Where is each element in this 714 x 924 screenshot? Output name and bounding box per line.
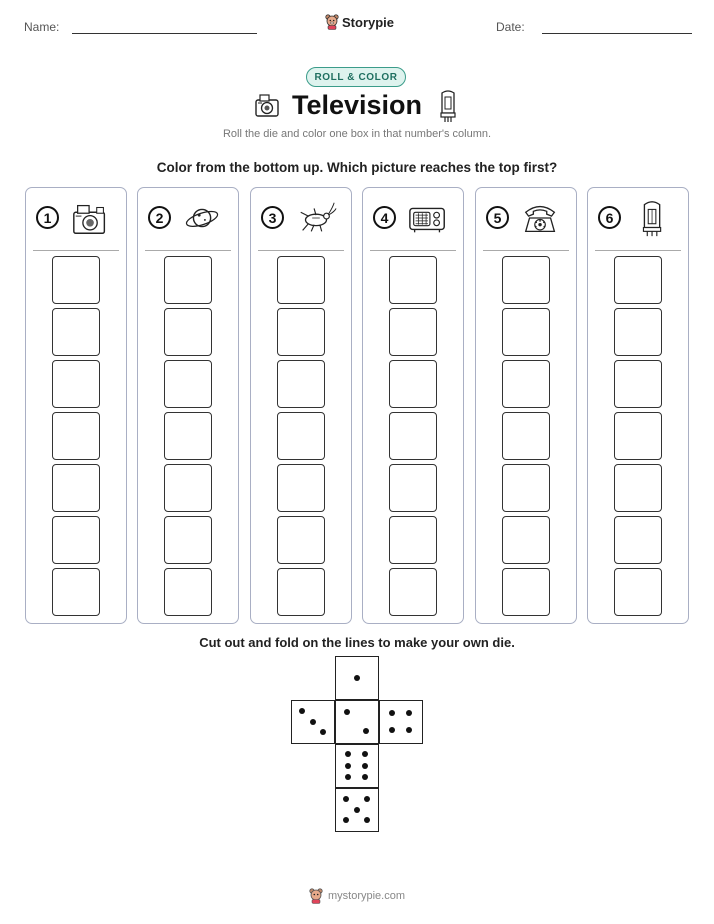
footer xyxy=(0,888,714,904)
color-box[interactable] xyxy=(614,256,662,304)
date-line[interactable] xyxy=(542,33,692,34)
color-box[interactable] xyxy=(614,360,662,408)
vintage-camera-icon xyxy=(70,198,112,238)
color-box[interactable] xyxy=(502,256,550,304)
die-pip xyxy=(364,817,370,823)
brand-name: Storypie xyxy=(342,14,395,30)
color-box[interactable] xyxy=(277,464,325,512)
die-pip xyxy=(345,774,351,780)
column-divider xyxy=(33,250,119,251)
die-pip xyxy=(354,675,360,681)
die-pip xyxy=(299,708,305,714)
color-box[interactable] xyxy=(277,360,325,408)
name-label: Name: xyxy=(24,20,60,34)
column-divider xyxy=(595,250,681,251)
brand-logo xyxy=(325,14,394,30)
color-box[interactable] xyxy=(164,516,212,564)
bear-mascot-icon xyxy=(309,888,323,904)
rotary-phone-icon xyxy=(520,198,562,238)
vacuum-tube-title-icon xyxy=(437,89,459,123)
vintage-radio-icon xyxy=(407,198,449,238)
page-title: Television xyxy=(291,90,423,120)
color-box[interactable] xyxy=(502,360,550,408)
column-number: 2 xyxy=(148,206,171,229)
color-box[interactable] xyxy=(164,308,212,356)
color-box[interactable] xyxy=(52,360,100,408)
column-3 xyxy=(250,187,352,624)
color-box[interactable] xyxy=(277,256,325,304)
die-face-1 xyxy=(335,656,379,700)
column-4 xyxy=(362,187,464,624)
column-2 xyxy=(137,187,239,624)
column-header xyxy=(363,188,463,250)
die-face-6 xyxy=(335,744,379,788)
die-instruction: Cut out and fold on the lines to make your own die. xyxy=(199,635,515,650)
die-pip xyxy=(343,796,349,802)
column-header xyxy=(588,188,688,250)
instruction: Color from the bottom up. Which picture reaches the top first? xyxy=(156,160,558,175)
die-pip xyxy=(310,719,316,725)
column-header xyxy=(138,188,238,250)
color-box[interactable] xyxy=(614,516,662,564)
planet-icon xyxy=(182,198,224,238)
color-box[interactable] xyxy=(164,360,212,408)
color-box[interactable] xyxy=(502,308,550,356)
color-box[interactable] xyxy=(52,412,100,460)
color-box[interactable] xyxy=(389,464,437,512)
color-box[interactable] xyxy=(52,308,100,356)
color-box[interactable] xyxy=(52,568,100,616)
subtitle: Roll the die and color one box in that number's column. xyxy=(222,128,492,140)
color-box[interactable] xyxy=(614,412,662,460)
color-box[interactable] xyxy=(389,568,437,616)
color-box[interactable] xyxy=(502,568,550,616)
color-box[interactable] xyxy=(277,568,325,616)
column-divider xyxy=(258,250,344,251)
column-number: 6 xyxy=(598,206,621,229)
cockroach-icon xyxy=(295,198,337,238)
die-pip xyxy=(389,727,395,733)
die-face-3 xyxy=(291,700,335,744)
die-face-2 xyxy=(335,700,379,744)
column-divider xyxy=(145,250,231,251)
die-face-5 xyxy=(335,788,379,832)
color-box[interactable] xyxy=(389,256,437,304)
color-box[interactable] xyxy=(164,412,212,460)
column-header xyxy=(26,188,126,250)
die-pip xyxy=(406,710,412,716)
color-box[interactable] xyxy=(164,568,212,616)
column-header xyxy=(251,188,351,250)
die-pip xyxy=(406,727,412,733)
die-pip xyxy=(362,774,368,780)
die-pip xyxy=(363,728,369,734)
die-face-4 xyxy=(379,700,423,744)
color-box[interactable] xyxy=(277,516,325,564)
color-box[interactable] xyxy=(502,516,550,564)
color-box[interactable] xyxy=(614,568,662,616)
column-number: 3 xyxy=(261,206,284,229)
die-pip xyxy=(345,763,351,769)
die-pip xyxy=(345,751,351,757)
column-divider xyxy=(370,250,456,251)
bear-mascot-icon xyxy=(325,14,339,30)
vacuum-tube-icon xyxy=(632,198,674,238)
color-box[interactable] xyxy=(389,308,437,356)
column-number: 1 xyxy=(36,206,59,229)
color-box[interactable] xyxy=(389,516,437,564)
color-box[interactable] xyxy=(389,360,437,408)
color-box[interactable] xyxy=(164,464,212,512)
color-box[interactable] xyxy=(277,308,325,356)
column-number: 4 xyxy=(373,206,396,229)
die-pip xyxy=(362,763,368,769)
column-number: 5 xyxy=(486,206,509,229)
die-pip xyxy=(354,807,360,813)
color-box[interactable] xyxy=(502,464,550,512)
color-box[interactable] xyxy=(614,308,662,356)
color-box[interactable] xyxy=(277,412,325,460)
column-divider xyxy=(483,250,569,251)
color-box[interactable] xyxy=(52,516,100,564)
die-pip xyxy=(320,729,326,735)
die-pip xyxy=(389,710,395,716)
column-6 xyxy=(587,187,689,624)
color-box[interactable] xyxy=(164,256,212,304)
die-pip xyxy=(362,751,368,757)
color-box[interactable] xyxy=(502,412,550,460)
color-box[interactable] xyxy=(52,256,100,304)
die-pip xyxy=(364,796,370,802)
color-box[interactable] xyxy=(52,464,100,512)
color-box[interactable] xyxy=(614,464,662,512)
roll-color-badge: ROLL & COLOR xyxy=(306,67,406,87)
column-5 xyxy=(475,187,577,624)
column-header xyxy=(476,188,576,250)
footer-url[interactable]: mystorypie.com xyxy=(327,890,406,902)
date-label: Date: xyxy=(496,20,525,34)
column-1 xyxy=(25,187,127,624)
die-pip xyxy=(344,709,350,715)
die-pip xyxy=(343,817,349,823)
name-line[interactable] xyxy=(72,33,257,34)
color-box[interactable] xyxy=(389,412,437,460)
